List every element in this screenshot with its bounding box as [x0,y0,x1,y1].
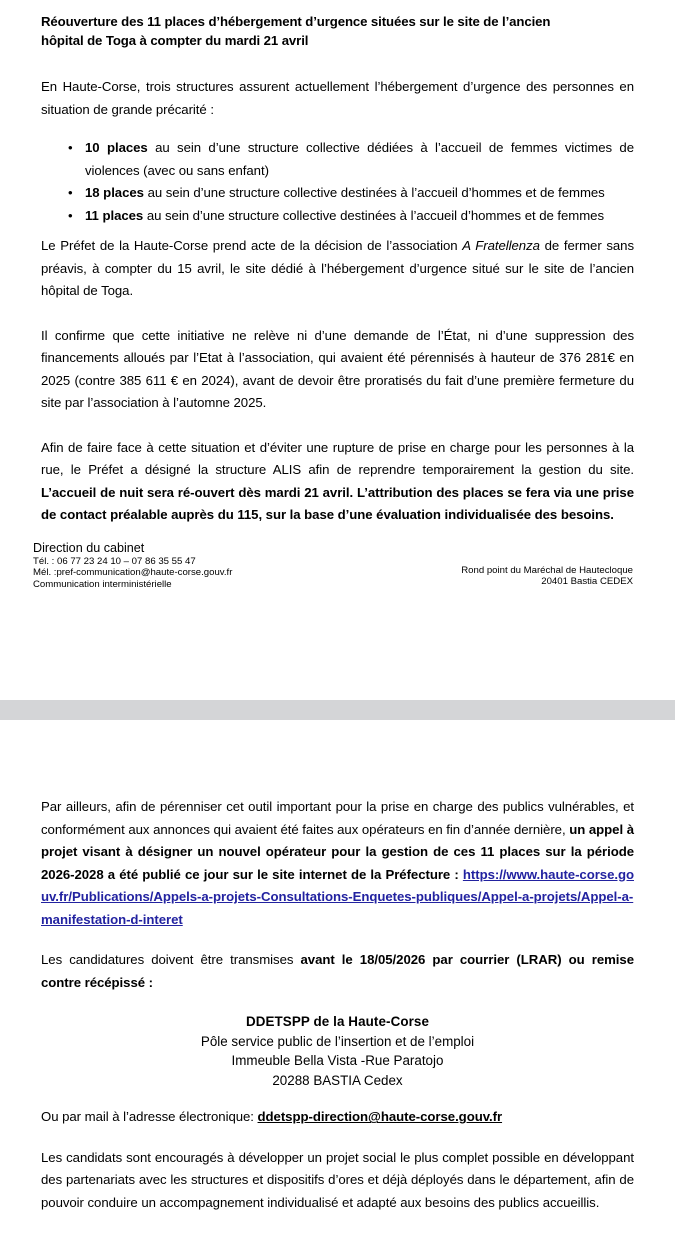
spacer [41,415,634,437]
spacer [41,50,634,76]
list-item-lead: 11 places [85,207,144,223]
paragraph-candidatures-bold: avant le 18/05/2026 par courrier (LRAR) ou remise contre récépissé : [41,952,634,990]
footer-address-line-2: 20401 Bastia CEDEX [541,576,633,588]
list-item [41,205,634,228]
ddetspp-address-line-2: Immeuble Bella Vista -Rue Paratojo [231,1053,444,1069]
page-title-line-2: hôpital de Toga à compter du mardi 21 avril [41,33,309,48]
ddetspp-address-title: DDETSPP de la Haute-Corse [245,1014,430,1029]
ddetspp-address-line-3: 20288 BASTIA Cedex [272,1072,403,1088]
footer-address [461,565,633,588]
list-item-rest: au sein d’une structure collective destinées à l’accueil d’hommes et de femmes [143,207,604,223]
paragraph-appel-bold: un appel à projet visant à désigner un nouvel opérateur pour la gestion de ces 11 places sur la période 2026-2028 a été publié ce jour sur le site internet de la Préfecture : [41,821,634,882]
paragraph-confirmation: Il confirme que cette initiative ne relève ni d’une demande de l’État, ni d’une suppression des financements alloués par l’Etat à l’association, qui avaient été pérennisés à hauteur de 376 281€ en 2025 (contre 385 611 € en 2024), avant de devoir être proratisés du fait d’une première fermeture du site par l’association à l’automne 2025. [41,327,634,410]
paragraph-encouragement: Les candidats sont encouragés à développer un projet social le plus complet possible en développant des partenariats avec les structures et dispositifs d’ores et déjà déployés dans le département, afin de pouvoir conduire un accompagnement individualisé et adapté aux besoins des publics accueillis. [41,1149,634,1210]
list-item [41,137,634,182]
footer-address-line-1: Rond point du Maréchal de Hautecloque [461,564,633,576]
spacer [41,121,634,137]
spacer [41,1129,634,1147]
ddetspp-email-link[interactable]: ddetspp-direction@haute-corse.gouv.fr [257,1109,503,1125]
footer-email: Mél. :pref-communication@haute-corse.gouv.fr [33,567,233,579]
paragraph-appel-projet [41,796,634,931]
paragraph-mail-intro: Ou par mail à l’adresse électronique: [41,1109,258,1125]
paragraph-prefet-part-b: de fermer sans préavis, à compter du 15 avril, le site dédié à l’hébergement d’urgence situé sur le site de l’ancien hôpital de Toga. [41,238,634,298]
paragraph-appel-normal: Par ailleurs, afin de pérenniser cet outil important pour la prise en charge des publics vulnérables, et conformément aux annonces qui avaient été faites aux opérateurs en fin d’année dernière, [41,799,634,837]
spacer [41,931,634,949]
bullet-icon: • [68,185,73,200]
ddetspp-address-line-1: Pôle service public de l’insertion et de l’emploi [200,1033,475,1049]
spacer [41,227,634,235]
spacer [41,994,634,1012]
list-item-text [85,137,634,182]
page-break-separator [0,700,675,720]
list-item-text [85,205,634,228]
footer-contact [33,541,232,591]
paragraph-prefet-part-a: Le Préfet de la Haute-Corse prend acte de la décision de l’association [41,238,463,253]
ddetspp-address-block [41,1012,634,1090]
list-item-text [85,182,634,205]
paragraph-alis [41,437,634,527]
list-item-lead: 18 places [85,185,144,200]
spacer [41,303,634,325]
list-item-rest: au sein d’une structure collective destinées à l’accueil d’hommes et de femmes [143,185,605,200]
paragraph-mail [41,1106,634,1129]
footer-block [33,540,634,603]
list-item-rest: au sein d’une structure collective dédiées à l’accueil de femmes victimes de violences (avec ou sans enfant) [85,140,634,178]
footer-service: Communication interministérielle [33,578,172,590]
paragraph-candidatures [41,949,634,994]
list-item [41,182,634,205]
association-name: A Fratellenza [462,238,540,253]
bullet-icon: • [68,140,73,155]
page-title [41,12,634,50]
paragraph-prefet [41,235,634,303]
footer-phone: Tél. : 06 77 23 24 10 – 07 86 35 55 47 [33,555,196,567]
places-list [41,137,634,227]
appel-projet-link[interactable]: https://www.haute-corse.gouv.fr/Publications/Appels-a-projets-Consultations-Enquetes-publiques/Appel-a-projets/Appel-a-manifestation-d-interet [41,866,634,927]
document-page-two [0,720,675,1248]
spacer [41,1090,634,1106]
paragraph-alis-normal: Afin de faire face à cette situation et d’éviter une rupture de prise en charge pour les personnes à la rue, le Préfet a désigné la structure ALIS afin de reprendre temporairement la gestion du site. [41,439,634,477]
bullet-icon: • [68,207,73,223]
paragraph-candidatures-normal: Les candidatures doivent être transmises [41,952,301,967]
paragraph-alis-bold: L’accueil de nuit sera ré-ouvert dès mardi 21 avril. L’attribution des places se fera via une prise de contact préalable auprès du 115, sur la base d’une évaluation individualisée des besoins. [41,484,634,522]
list-item-lead: 10 places [85,140,148,155]
page-title-line-1: Réouverture des 11 places d’hébergement d’urgence situées sur le site de l’ancien [41,14,551,29]
intro-paragraph: En Haute-Corse, trois structures assurent actuellement l’hébergement d’urgence des personnes en situation de grande précarité : [41,79,634,117]
footer-department: Direction du cabinet [33,540,145,555]
